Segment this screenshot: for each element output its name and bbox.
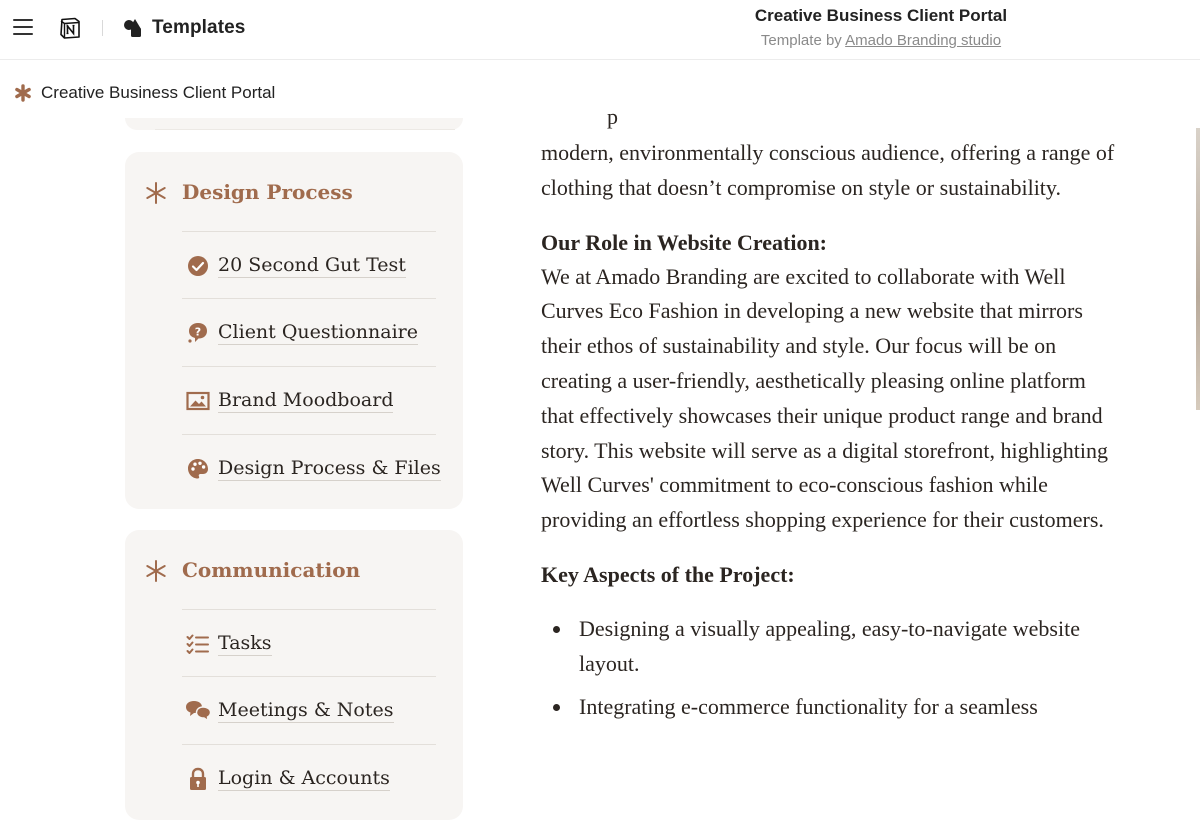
aspects-list bbox=[541, 612, 1121, 724]
divider bbox=[102, 20, 103, 36]
clipped-line bbox=[541, 104, 1121, 136]
link-label: Client Questionnaire bbox=[218, 321, 419, 343]
link-tasks[interactable] bbox=[182, 609, 436, 677]
previous-card-bottom bbox=[125, 118, 463, 130]
templates-link[interactable] bbox=[122, 15, 245, 41]
link-client-questionnaire[interactable] bbox=[182, 298, 436, 366]
link-login-accounts[interactable] bbox=[182, 744, 436, 812]
link-meetings-notes[interactable] bbox=[182, 676, 436, 744]
template-credit bbox=[700, 30, 1062, 52]
link-brand-moodboard[interactable] bbox=[182, 366, 436, 434]
top-bar bbox=[0, 0, 1200, 60]
link-label: Brand Moodboard bbox=[218, 389, 394, 411]
aspects-heading: Key Aspects of the Project: bbox=[541, 561, 795, 587]
communication-card bbox=[125, 530, 463, 820]
image-icon bbox=[186, 389, 210, 413]
link-20-second-gut-test[interactable] bbox=[182, 231, 436, 299]
shapes-icon bbox=[122, 17, 144, 39]
asterisk-icon bbox=[145, 182, 167, 204]
link-label: Login & Accounts bbox=[218, 767, 390, 789]
hamburger-menu-icon[interactable] bbox=[12, 16, 34, 38]
role-paragraph: We at Amado Branding are excited to collaborate with Well Curves Eco Fashion in developing a new website that mirrors their ethos of sustainability and style. Our focus will be on creating a user-friendly, aesthetically pleasing online platform that effectively showcases their unique product range and brand story. This website will serve as a digital storefront, highlighting Well Curves' commitment to eco-conscious fashion while providing an effortless shopping experience for their customers. bbox=[541, 263, 1109, 533]
checklist-icon bbox=[186, 632, 210, 656]
lock-icon bbox=[186, 767, 210, 791]
communication-header bbox=[145, 558, 361, 582]
question-bubble-icon bbox=[186, 321, 210, 345]
notion-logo-icon[interactable] bbox=[58, 16, 82, 40]
page-title: Creative Business Client Portal bbox=[754, 6, 1008, 25]
template-by-text: Template by bbox=[760, 32, 842, 49]
link-label: Meetings & Notes bbox=[218, 699, 394, 721]
intro-paragraph: modern, environmentally conscious audience, offering a range of clothing that doesn’t compromise on style or sustainability. bbox=[541, 140, 1115, 200]
link-label: 20 Second Gut Test bbox=[218, 254, 406, 276]
asterisk-icon bbox=[145, 560, 167, 582]
list-item: Designing a visually appealing, easy-to-navigate website layout. bbox=[541, 612, 1121, 682]
design-process-header bbox=[145, 180, 353, 204]
check-circle-icon bbox=[186, 254, 210, 278]
chat-bubbles-icon bbox=[186, 699, 210, 723]
breadcrumb[interactable] bbox=[14, 83, 275, 103]
svg-text:?: ? bbox=[194, 325, 202, 338]
design-process-card bbox=[125, 152, 463, 509]
breadcrumb-label: Creative Business Client Portal bbox=[41, 83, 276, 102]
author-link[interactable]: Amado Branding studio bbox=[845, 32, 1002, 49]
link-design-process-files[interactable] bbox=[182, 434, 441, 502]
link-label: Tasks bbox=[218, 632, 272, 654]
cover-image-edge bbox=[1196, 128, 1200, 410]
asterisk-icon bbox=[14, 84, 32, 102]
list-item: Integrating e-commerce functionality for a seamless bbox=[541, 690, 1121, 725]
design-process-title: Design Process bbox=[182, 180, 353, 204]
clipped-text: p bbox=[607, 104, 618, 129]
templates-label: Templates bbox=[152, 17, 246, 38]
link-label: Design Process & Files bbox=[218, 457, 441, 479]
communication-title: Communication bbox=[182, 558, 361, 582]
page-title-block bbox=[700, 6, 1062, 52]
palette-icon bbox=[186, 457, 210, 481]
article-content bbox=[541, 104, 1121, 732]
role-heading: Our Role in Website Creation: bbox=[541, 229, 827, 255]
